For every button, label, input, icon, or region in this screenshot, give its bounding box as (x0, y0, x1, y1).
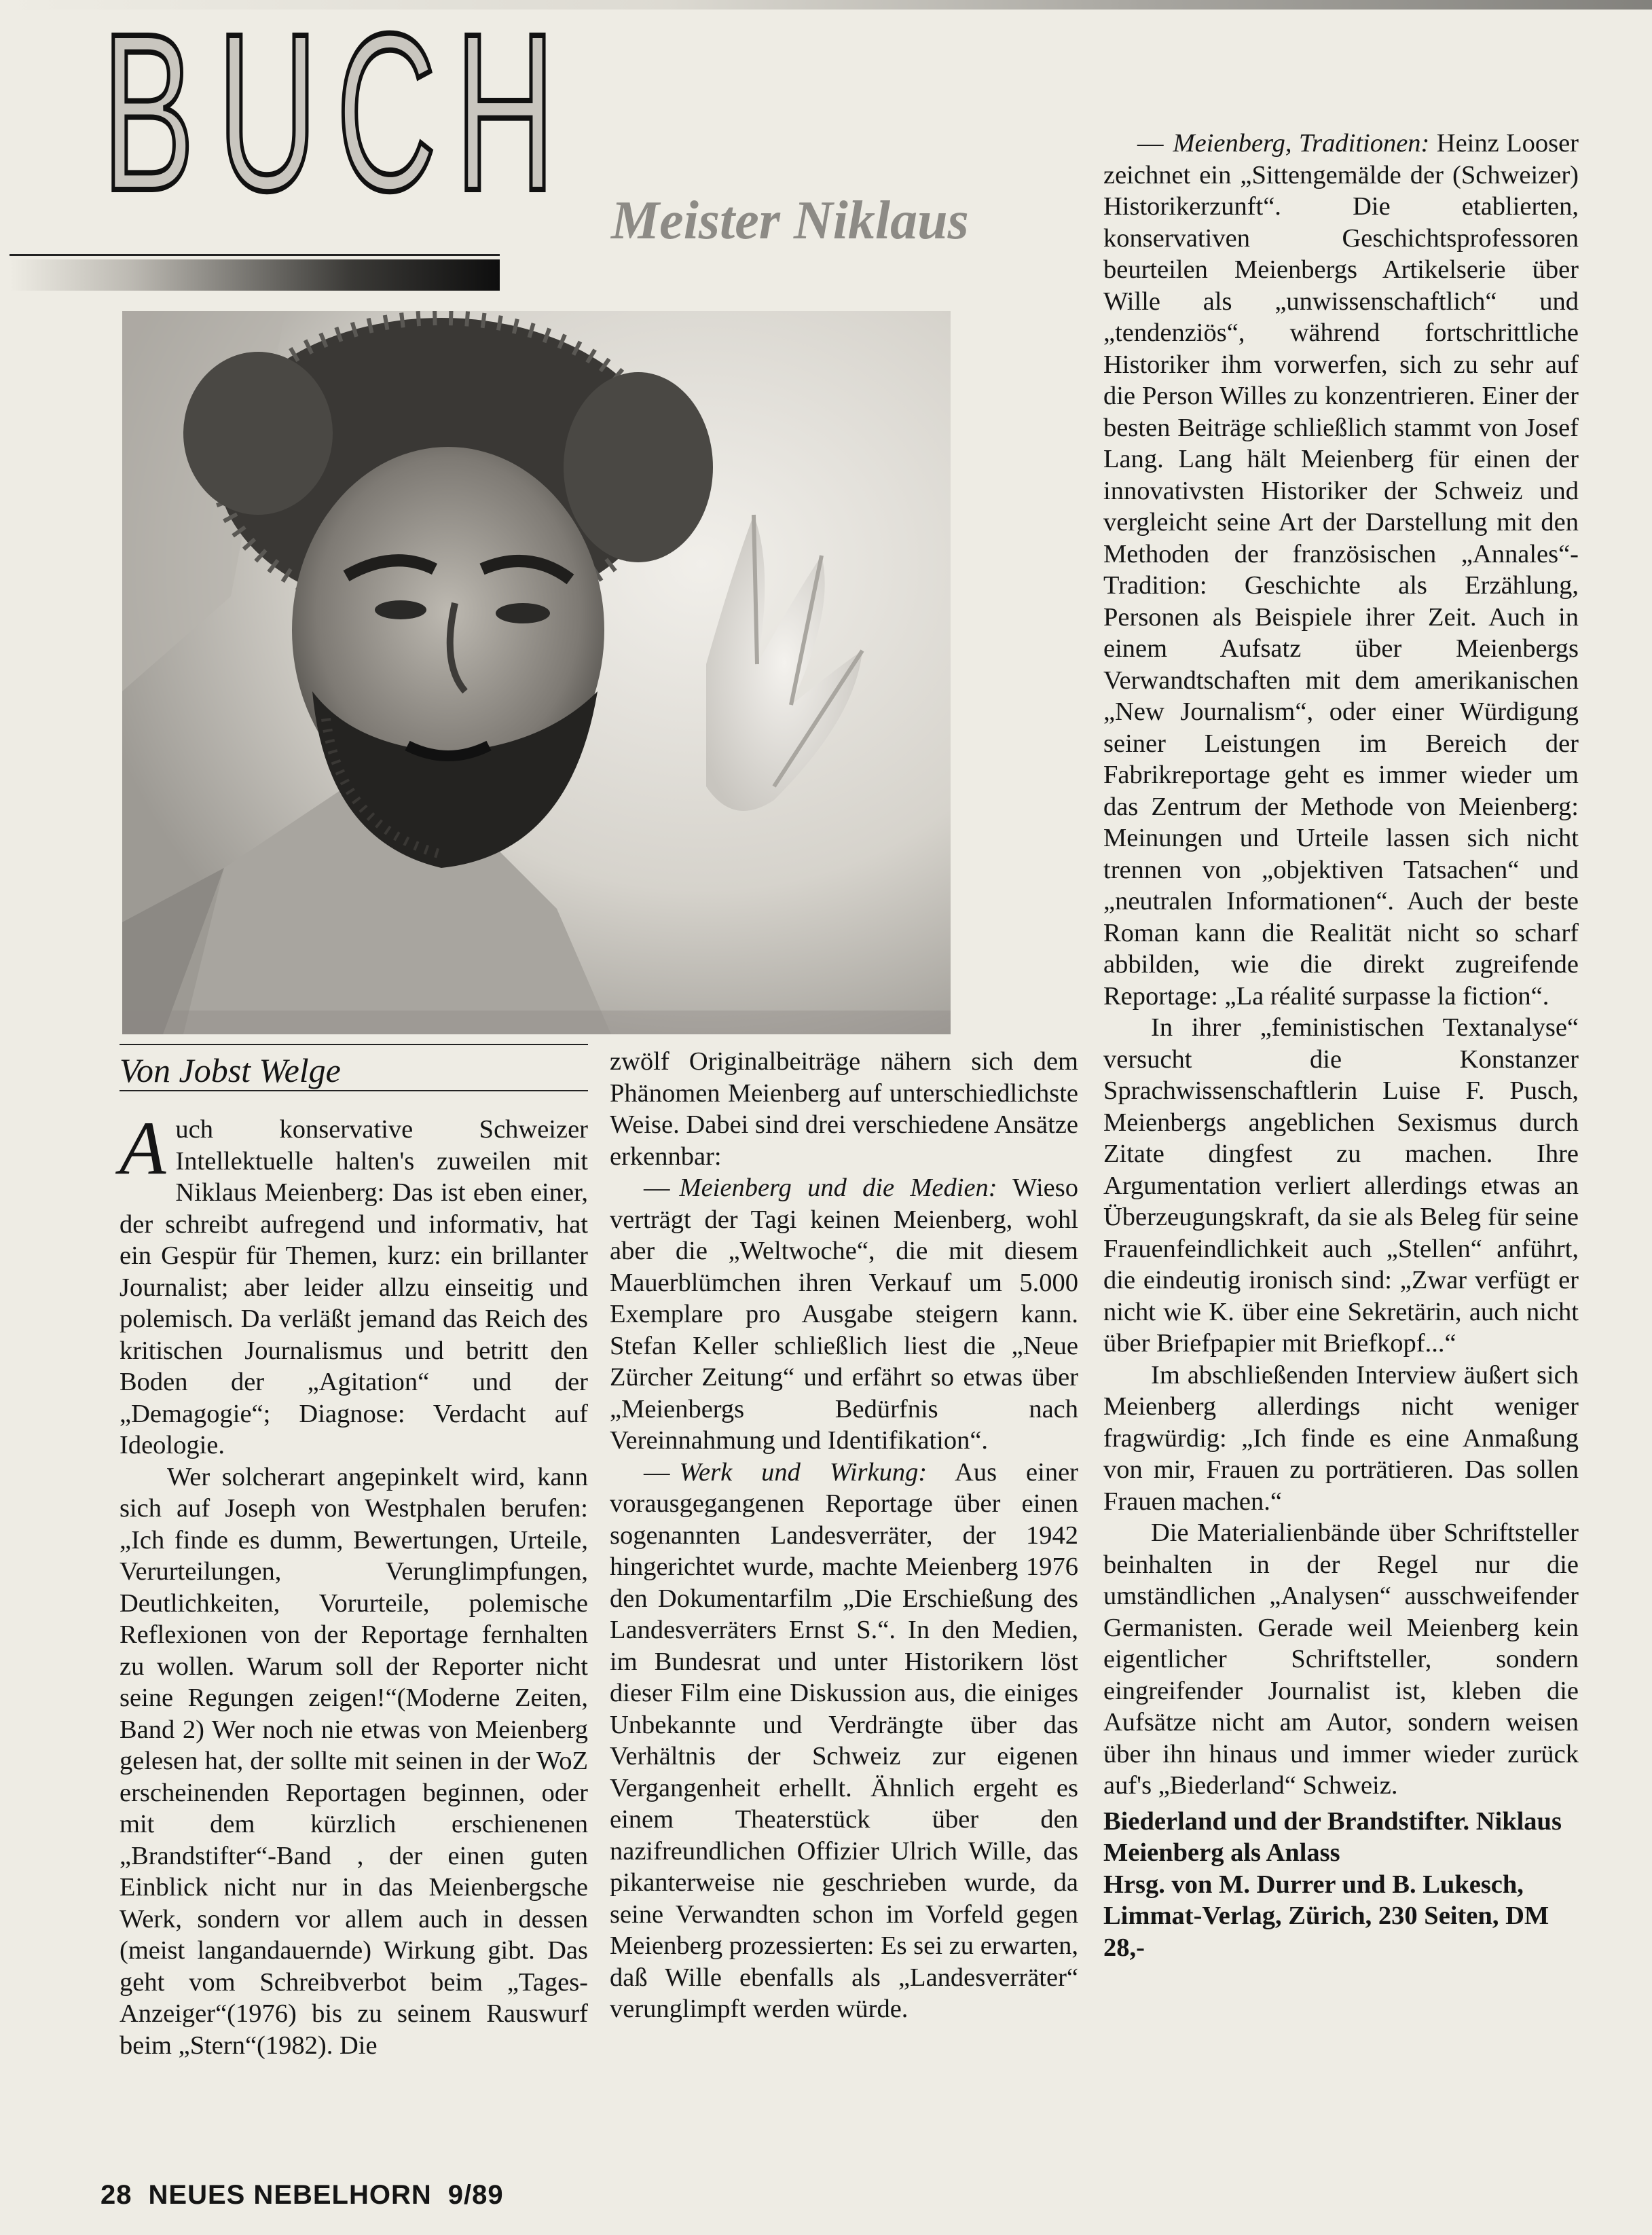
em-dash: — (644, 1457, 670, 1487)
book-publisher: Hrsg. von M. Durrer und B. Lukesch, Limmat-Verlag, Zürich, 230 Seiten, DM 28,- (1103, 1870, 1549, 1962)
subsection-label: Meienberg und die Medien: (679, 1174, 997, 1202)
headline: Meister Niklaus (611, 191, 969, 251)
paragraph-text: Wieso verträgt der Tagi keinen Meienberg, wohl aber die „Weltwoche“, die mit diesem Mauerblümchen ihren Verkauf um 5.000 Exemplare pro Ausgabe steigern kann. Stefan Keller schließlich liest die „Neue Zürcher Zeitung“ und erfährt so etwas über „Meienbergs Bedürfnis nach Vereinnahmung und Identifikation“. (610, 1174, 1078, 1455)
magazine-name: NEUES NEBELHORN (148, 2180, 432, 2210)
section-label (102, 0, 564, 244)
section-letter: C (336, 0, 437, 237)
subsection-label: Meienberg, Traditionen: (1173, 129, 1430, 158)
book-info (1103, 1806, 1579, 1964)
page-footer (100, 2179, 504, 2211)
paragraph: In ihrer „feministischen Textanalyse“ versucht die Konstanzer Sprachwissenschaftlerin Luise F. Pusch, Meienbergs angeblichen Sexismus durch Zitate dingfest zu machen. Ihre Argumentation verliert allerdings etwas an Überzeugungskraft, da sie als Beleg für seine Frauenfeindlichkeit auch „Stellen“ anführt, die eindeutig ironisch sind: „Zwar verfügt er nicht wie K. über eine Sekretärin, auch nicht über Briefpapier mit Briefkopf...“ (1103, 1013, 1579, 1358)
book-title: Biederland und der Brandstifter. Niklaus Meienberg als Anlass (1103, 1806, 1562, 1867)
portrait-illustration (122, 311, 951, 1034)
section-rule (10, 259, 500, 291)
subsection-label: Werk und Wirkung: (679, 1457, 928, 1487)
paragraph: Wer solcherart angepinkelt wird, kann sich auf Joseph von Westphalen berufen: „Ich finde es dumm, Bewertungen, Urteile, Verurteilungen, Verunglimpfungen, Deutlichkeiten, Vorurteile, polemische Reflexionen von der Reportage fernhalten zu wollen. Warum soll der Reporter nicht seine Regungen zeigen!“(Moderne Zeiten, Band 2) Wer noch nie etwas von Meienberg gelesen hat, der sollte mit seinen in der WoZ erscheinenden Reportagen beginnen, oder mit dem kürzlich erschienenen „Brandstifter“-Band , der einen guten Einblick nicht nur in das Meienbergsche Werk, sondern vor allem auch in dessen (meist langandauernde) Wirkung gibt. Das geht vom Schreibverbot beim „Tages-Anzeiger“(1976) bis zu seinem Rauswurf beim „Stern“(1982). Die (120, 1462, 588, 2060)
section-letter: H (455, 0, 555, 237)
byline-rule-top (120, 1044, 588, 1045)
paragraph (120, 1106, 588, 1461)
author-portrait-photo (122, 311, 951, 1034)
paragraph: Die Materialienbände über Schriftsteller beinhalten in der Regel nur die umständlichen „Analysen“ ausschweifender Germanisten. Gerade weil Meienberg kein eigentlicher Schriftsteller, sondern eingreifender Journalist ist, kleben die Aufsätze nicht am Autor, sondern weisen über ihn hinaus und immer wieder zurück auf's „Biederland“ Schweiz. (1103, 1519, 1579, 1800)
byline-rule-bottom (120, 1090, 588, 1091)
page-number: 28 (100, 2180, 132, 2210)
article-column-3 (1103, 128, 1579, 1963)
paragraph (610, 1172, 1078, 1457)
paragraph: zwölf Originalbeiträge nähern sich dem Phänomen Meienberg auf unterschiedlichste Weise. Dabei sind drei verschiedene Ansätze erkennbar: (610, 1047, 1078, 1171)
section-letter: U (217, 0, 318, 237)
paragraph-text: Heinz Looser zeichnet ein „Sittengemälde der (Schweizer) Historikerzunft“. Die etablierten, konservativen Geschichtsprofessoren beurteilen Meienbergs Artikelserie über Wille als „unwissenschaftlich“ und „tendenziös“, während fortschrittliche Historiker ihm vorwerfen, sich zu sehr auf die Person Willes zu konzentrieren. Einer der besten Beiträge schließlich stammt von Josef Lang. Lang hält Meienberg für einen der innovativsten Historiker der Schweiz und vergleicht seine Art der Darstellung mit den Methoden der französischen „Annales“-Tradition: Geschichte als Erzählung, Personen als Beispiele ihrer Zeit. Auch in einem Aufsatz über Meienbergs Verwandtschaften mit dem amerikanischen „New Journalism“, oder einer Würdigung seiner Leistungen im Bereich der Fabrikreportage geht es immer wieder um das Zentrum der Methode von Meienberg: Meinungen und Urteile lassen sich nicht trennen von „objektiven Tatsachen“ und „neutralen Informationen“. Auch der beste Roman kann die Realität nicht so scharf abbilden, wie die direkt zugreifende Reportage: „La réalité surpasse la fiction“. (1103, 129, 1579, 1011)
article-column-1 (120, 1106, 588, 2061)
paragraph (1103, 128, 1579, 1012)
byline: Von Jobst Welge (120, 1051, 341, 1089)
em-dash: — (1137, 129, 1164, 158)
paragraph (610, 1457, 1078, 2025)
issue-number: 9/89 (447, 2180, 504, 2210)
section-letter: B (102, 0, 195, 237)
drop-cap: A (120, 1106, 166, 1191)
paragraph: Im abschließenden Interview äußert sich Meienberg allerdings nicht weniger fragwürdig: „Ich finde es eine Anmaßung von mir, Frauen zu porträtieren. Das sollen Frauen machen.“ (1103, 1360, 1579, 1516)
em-dash: — (644, 1174, 670, 1202)
paragraph-text: Aus einer vorausgegangenen Reportage über einen sogenannten Landesverräter, der 1942 hingerichtet wurde, machte Meienberg 1976 den Dokumentarfilm „Die Erschießung des Landesverräters Ernst S.“. In den Medien, im Bundesrat und unter Historikern löst dieser Film eine Diskussion aus, die einiges Unbekannte und Verdrängte über das Verhältnis der Schweiz zur eigenen Vergangenheit erhellt. Ähnlich ergeht es einem Theaterstück über den nazifreundlichen Offizier Ulrich Wille, das pikanterweise nie geschrieben wurde, da seine Verwandten schon im Vorfeld gegen Meienberg prozessierten: Es sei zu erwarten, daß Wille ebenfalls als „Landesverräter“ verunglimpft werden würde. (610, 1457, 1078, 2023)
paragraph-text: uch konservative Schweizer Intellektuelle halten's zuweilen mit Niklaus Meienberg: Das ist eben einer, der schreibt aufregend und informativ, hat ein Gespür für Themen, kurz: ein brillanter Journalist; aber leider allzu einseitig und polemisch. Da verläßt jemand das Reich des kritischen Journalismus und betritt den Boden der „Agitation“ und der „Demagogie“; Diagnose: Verdacht auf Ideologie. (120, 1115, 588, 1459)
article-column-2 (610, 1046, 1078, 2025)
